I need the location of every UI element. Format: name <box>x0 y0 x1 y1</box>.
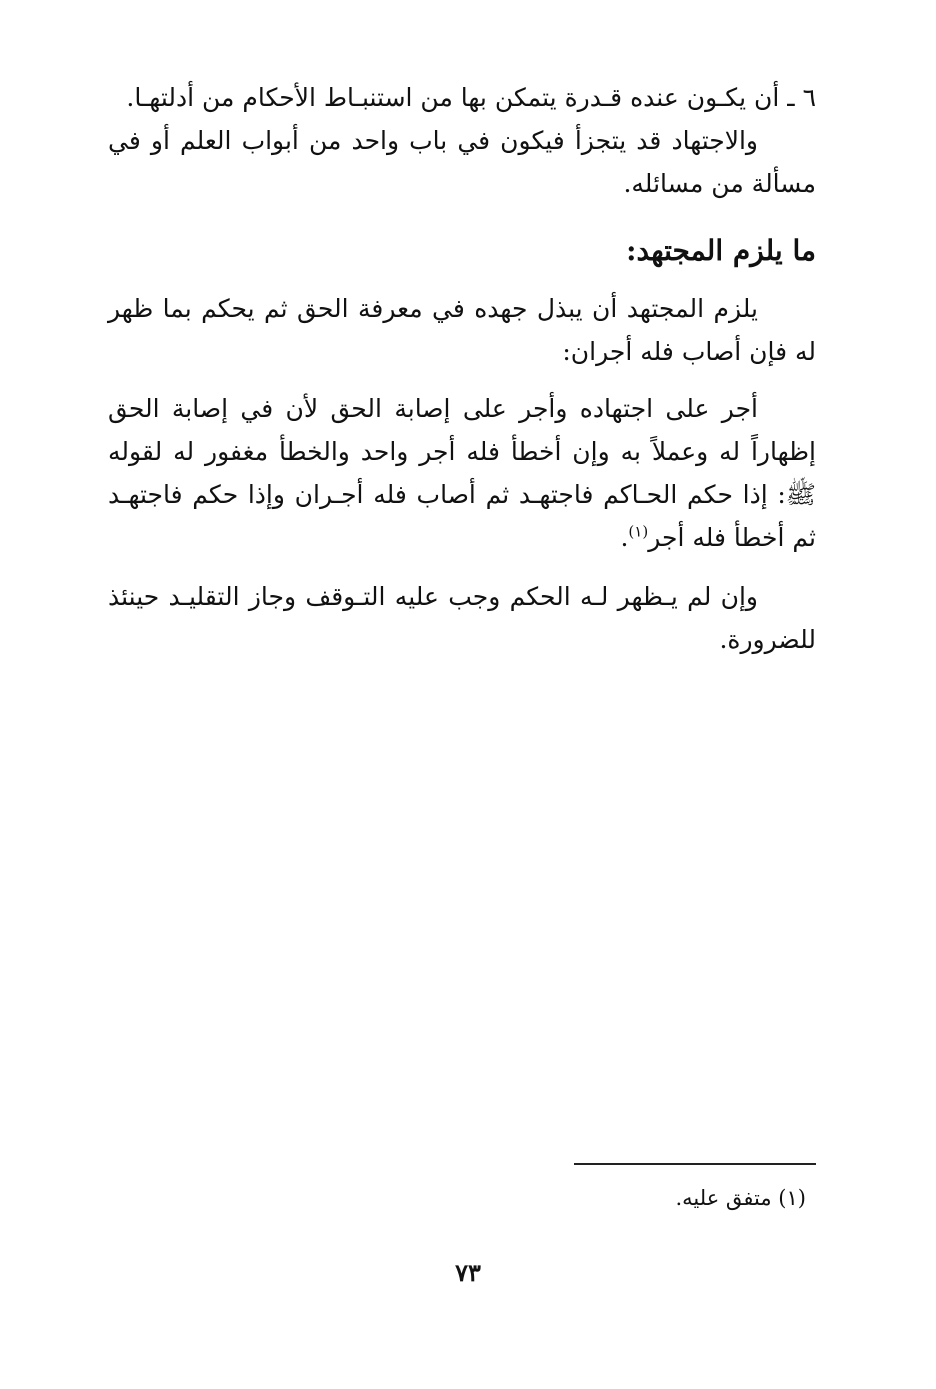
footnote: (١) متفق عليه. <box>675 1186 806 1210</box>
section-heading: ما يلزم المجتهد: <box>626 234 816 267</box>
point-six-text: أن يكـون عنده قـدرة يتمكن بها من استنبـاط الأحكام من أدلتهـا. <box>126 83 780 112</box>
paragraph-1-text: يلزم المجتهد أن يبذل جهده في معرفة الحق ثم يحكم بما ظهر له فإن أصاب فله أجران: <box>108 294 816 366</box>
footnote-divider <box>574 1163 816 1165</box>
paragraph-3-text: وإن لم يـظهر لـه الحكم وجب عليه التـوقف وجاز التقليـد حينئذ للضرورة. <box>108 582 816 654</box>
point-six-number: ٦ ـ <box>787 83 816 112</box>
paragraph-2: أجر على اجتهاده وأجر على إصابة الحق لأن في إصابة الحق إظهاراً له وعملاً به وإن أخطأ فله أجر واحد والخطأ مغفور له لقوله ﷺ: إذا حكم الحـاكم فاجتهـد ثم أصاب فله أجـران وإذا حكم فاجتهـد ثم أخطأ فله أجر$^{(١)}$. <box>108 394 816 552</box>
point-six-continuation: والاجتهاد قد يتجزأ فيكون في باب واحد من أبواب العلم أو في مسألة من مسائله. <box>108 126 816 198</box>
paragraph-3 <box>108 575 816 661</box>
paragraph-2-text: أجر على اجتهاده وأجر على إصابة الحق لأن في إصابة الحق إظهاراً له وعملاً به وإن أخطأ فله أجر واحد والخطأ مغفور له لقوله ﷺ: إذا حكم الحـاكم فاجتهـد ثم أصاب فله أجـران وإذا حكم فاجتهـد ثم أخطأ فله أجر <box>108 394 816 552</box>
paragraph-1 <box>108 287 816 373</box>
page-number: ٧٣ <box>455 1258 481 1287</box>
footnote-reference: (١) <box>628 522 649 541</box>
point-six-paragraph <box>108 76 816 205</box>
